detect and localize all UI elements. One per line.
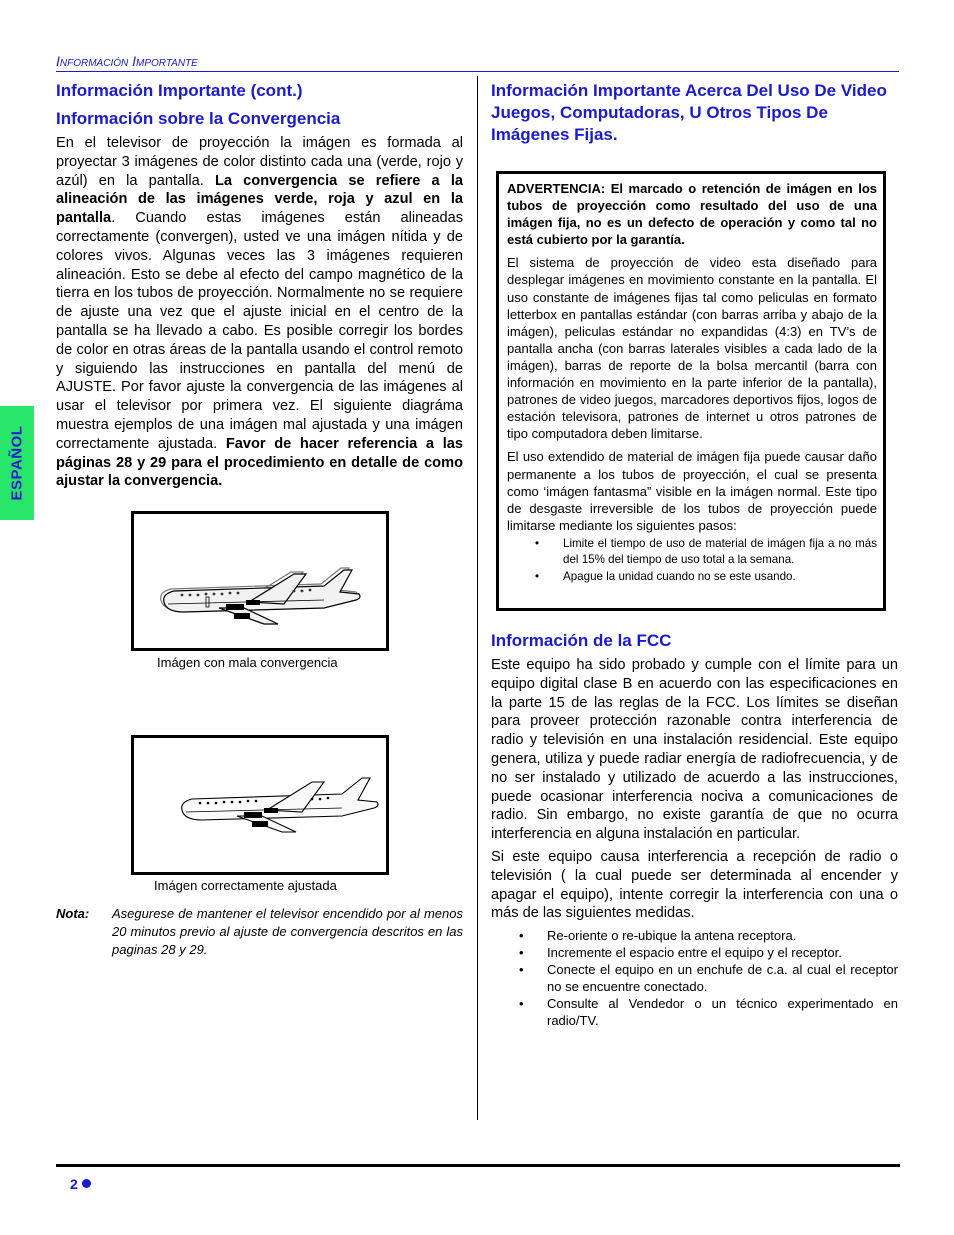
running-header — [56, 53, 198, 69]
language-tab-label: ESPAÑOL — [8, 425, 26, 501]
note-label: Nota: — [56, 906, 90, 921]
warning-paragraph-1: El sistema de proyección de video esta diseñado para desplegar imágenes en movimiento constante en la pantalla. El uso constante de imágenes fijas tal como peliculas en formato letterbox en pantallas estándar (con barras arriba y abajo de la imágen), peliculas estándar no expandidas (4:3) en TV’s de pantalla ancha (con barras laterales visibles a cada lado de la imágen), barras de reporte de la bolsa mercantil (barra con información en movimiento en la parte inferior de la pantalla), patrones de video juegos, marcadores deportivos fijos, logos de estación televisora, patrones de internet u otros patrones de tipo computadora deben limitarse. — [507, 255, 877, 442]
figure-bad-convergence — [131, 511, 389, 651]
note-text: Asegurese de mantener el televisor encendido por al menos 20 minutos previo al ajuste de convergencia descritos en las paginas 28 y 29. — [112, 906, 463, 957]
footer-rule — [56, 1164, 900, 1167]
note — [56, 905, 463, 959]
convergence-text-reference: Favor de hacer referencia a las páginas 28 y 29 para el procedimiento en detalle de como ajustar la convergencia. — [56, 435, 463, 490]
convergence-paragraph — [56, 134, 463, 491]
fcc-list-item: • Re-oriente o re-ubique la antena receptora. — [491, 927, 898, 944]
column-divider — [477, 76, 478, 1120]
left-column — [56, 80, 463, 491]
convergence-text-bold: La convergencia se refiere a la alineación de las imágenes verde, roja y azul en la pantalla — [56, 172, 463, 227]
fcc-list-item: • Incremente el espacio entre el equipo y el receptor. — [491, 944, 898, 961]
bullet-dot-icon — [82, 1179, 91, 1188]
convergence-text-c: . Cuando estas imágenes están alineadas correctamente (convergen), usted ve una imágen nítida y de colores vivos. Algunas veces las 3 imágenes requieren alineación. Esto se debe al efecto del campo magnético de la tierra en los tubos de proyección. Normalmente no se requiere de ajuste una vez que el ajuste inicial en el centro de la pantalla se ha llevado a cabo. Es posible corregir los bordes de color en otras áreas de la pantalla usando el control remoto y siguiendo las instrucciones en pantalla del menú de AJUSTE. Por favor ajuste la convergencia de las imágenes al usar el televisor por primera vez. El siguiente diagráma muestra ejemplos de una imágen mal ajustada y una imágen correctamente ajustada. — [56, 210, 463, 452]
caption-correct-convergence: Imágen correctamente ajustada — [154, 878, 337, 893]
caption-bad-convergence: Imágen con mala convergencia — [157, 655, 338, 670]
fcc-list-item: • Conecte el equipo en un enchufe de c.a. al cual el receptor no se encuentre conectado. — [491, 961, 898, 995]
fcc-list — [491, 927, 898, 1029]
section-heading-cont: Información Importante (cont.) — [56, 81, 303, 100]
warning-list — [507, 536, 877, 586]
section-heading-convergence: Información sobre la Convergencia — [56, 109, 341, 128]
header-rule — [56, 71, 899, 72]
page-number — [70, 1176, 91, 1192]
warning-box — [496, 171, 886, 611]
fcc-heading: Información de la FCC — [491, 631, 672, 650]
fcc-list-item: • Consulte al Vendedor o un técnico experimentado en radio/TV. — [491, 995, 898, 1029]
running-header-text: Información Importante — [56, 53, 198, 69]
fcc-paragraph-2: Si este equipo causa interferencia a recepción de radio o televisión ( la cual puede ser determinada al encender y apagar el equipo), intente corregir la interferencia con una o más de las siguientes medidas. — [491, 848, 898, 922]
warning-list-item: • Apague la unidad cuando no se este usando. — [507, 569, 877, 586]
fcc-paragraph-1: Este equipo ha sido probado y cumple con el límite para un equipo digital clase B en acuerdo con las especificaciones en la parte 15 de las reglas de la FCC. Los límites se diseñan para proveer protección razonable contra interferencia de radio y televisión en una instalación residencial. Este equipo genera, utiliza y puede radiar energía de radiofrecuencia, y de no ser instalado y utilizado de acuerdo a las instrucciones, puede ocasionar interferencia nociva a comunicaciones de radio. Sin embargo, no existe garantía de que no ocurra interferencia en alguna instalación en particular. — [491, 657, 898, 843]
fcc-section — [491, 630, 898, 1029]
page-number-text: 2 — [70, 1176, 78, 1192]
language-tab — [0, 406, 34, 520]
airplane-aligned-icon — [134, 738, 386, 872]
fixed-images-heading: Información Importante Acerca Del Uso De Video Juegos, Computadoras, U Otros Tipos De Imágenes Fijas. — [491, 81, 887, 144]
warning-title: ADVERTENCIA: El marcado o retención de imágen en los tubos de proyección como resultado del uso de una imágen fija, no es un defecto de operación y como tal no está cubierto por la garantía. — [507, 181, 877, 248]
warning-paragraph-2: El uso extendido de material de imágen fija puede causar daño permanente a los tubos de proyección, el cual se presenta como ‘imágen fantasma” visible en la imágen normal. Este tipo de desgaste irreversible de los tubos de proyección puede limitarse mediante los siguientes pasos: — [507, 449, 877, 533]
warning-list-item: • Limite el tiempo de uso de material de imágen fija a no más del 15% del tiempo de uso total a la semana. — [507, 536, 877, 569]
figure-correct-convergence — [131, 735, 389, 875]
airplane-misaligned-icon — [134, 514, 386, 648]
convergence-text-a: En el televisor de proyección la imágen es formada al proyectar 3 imágenes de color distinto cada una (verde, rojo y azúl) en la pantalla. — [56, 135, 463, 189]
right-column — [491, 80, 898, 146]
